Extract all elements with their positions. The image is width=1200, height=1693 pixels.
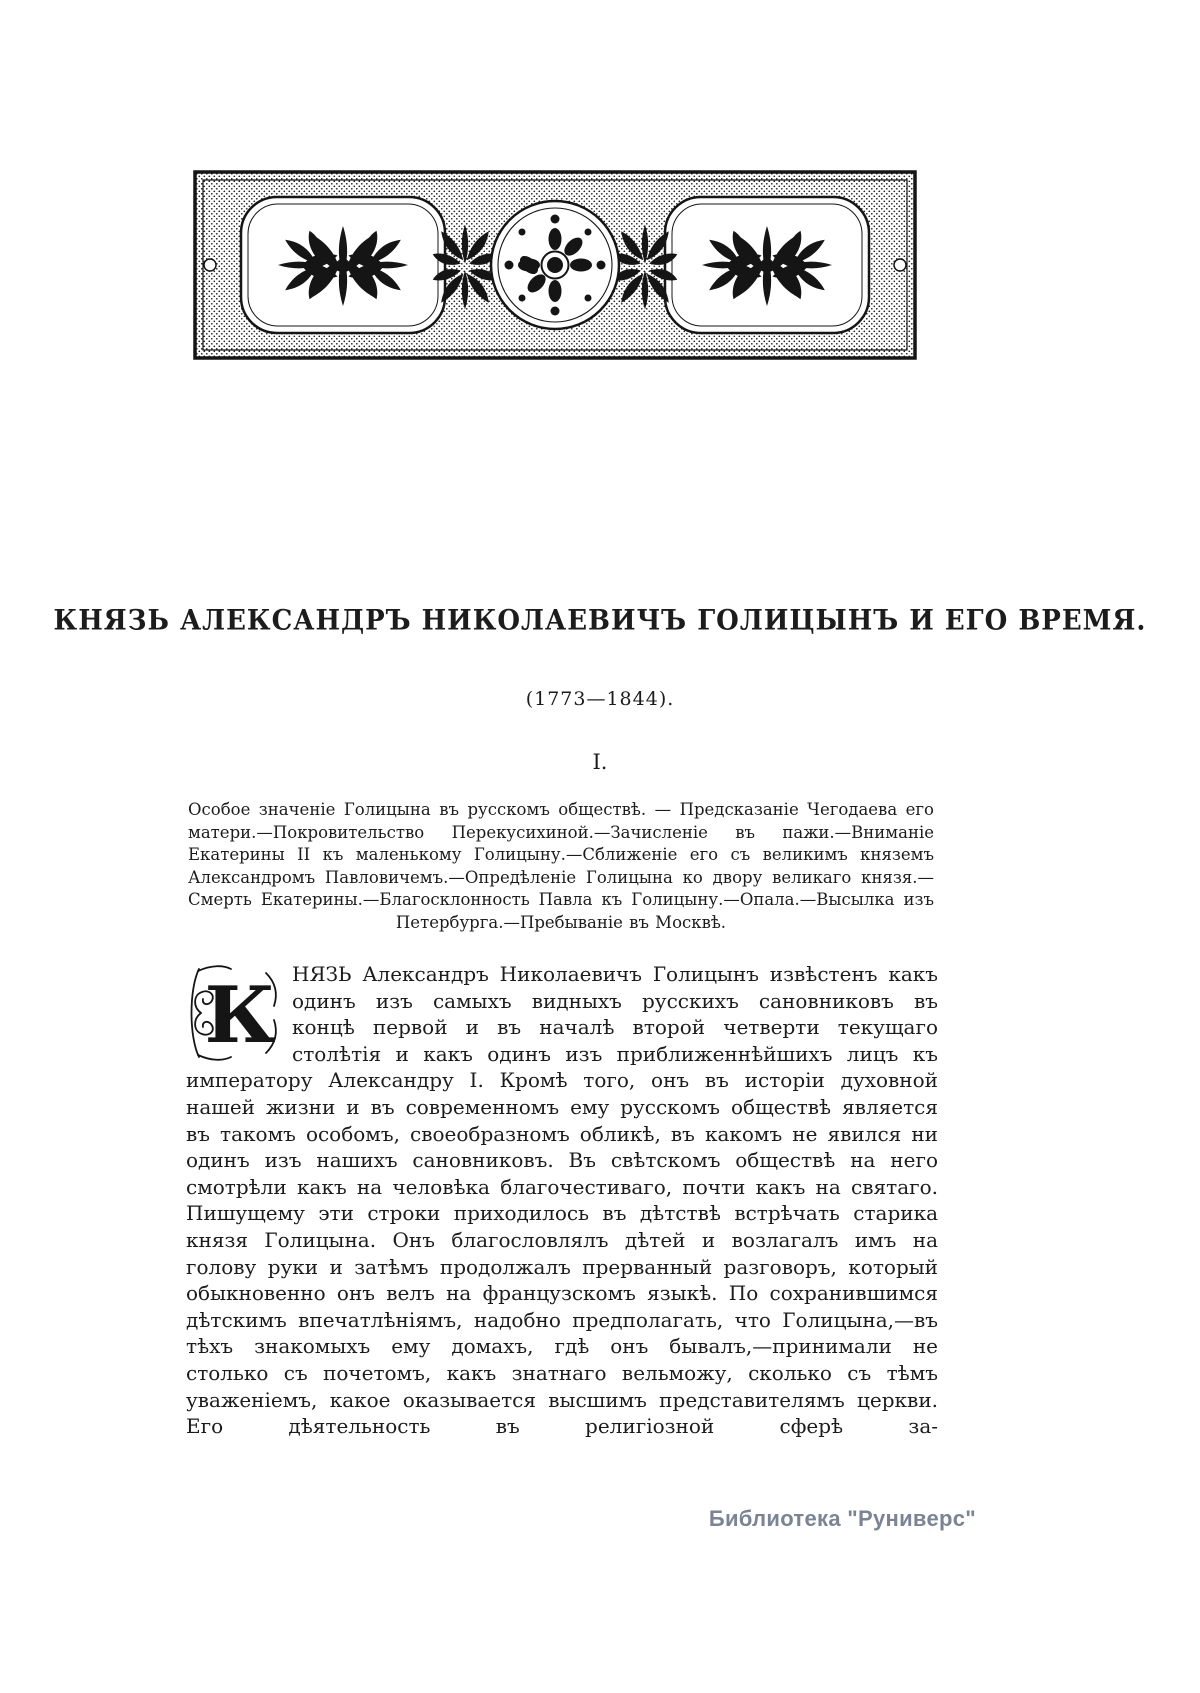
- page-title: КНЯЗЬ АЛЕКСАНДРЪ НИКОЛАЕВИЧЪ ГОЛИЦЫНЪ И ЕГО ВРЕМЯ.: [53, 604, 1147, 638]
- life-dates: (1773—1844).: [525, 688, 675, 710]
- body-text: НЯЗЬ Александръ Николаевичъ Голицынъ извѣстенъ какъ одинъ изъ самыхъ видныхъ русскихъ сановниковъ въ концѣ первой и въ началѣ второй четверти текущаго столѣтія и какъ одинъ изъ приближеннѣйшихъ лицъ къ императору Александру I. Кромѣ того, онъ въ исторіи духовной нашей жизни и въ современномъ ему русскомъ обществѣ является въ такомъ особомъ, своеобразномъ обликѣ, въ какомъ не явился ни одинъ изъ нашихъ сановниковъ. Въ свѣтскомъ обществѣ на него смотрѣли какъ на человѣка благочестиваго, почти какъ на святаго. Пишущему эти строки приходилось въ дѣтствѣ встрѣчать старика князя Голицына. Онъ благословлялъ дѣтей и возлагалъ имъ на голову руки и затѣмъ продолжалъ прерванный разговоръ, который обыкновенно онъ велъ на французскомъ языкѣ. По сохранившимся дѣтскимъ впечатлѣніямъ, надобно предполагать, что Голицына,—въ тѣхъ знакомыхъ ему домахъ, гдѣ онъ бывалъ,—принимали не столько съ почетомъ, какъ знатнаго вельможу, сколько съ тѣмъ уваженіемъ, какое оказывается высшимъ представителямъ церкви. Его дѣятельность въ религіозной сферѣ за-: [186, 962, 938, 1439]
- drop-cap-letter: К: [204, 970, 276, 1061]
- drop-cap-initial: [186, 963, 282, 1063]
- floral-headpiece-ornament: [193, 170, 917, 360]
- section-number: I.: [592, 750, 608, 774]
- chapter-summary: Особое значеніе Голицына въ русскомъ обществѣ. — Предсказаніе Чегодаева его матери.—Покровительство Перекусихиной.—Зачисленіе въ пажи.—Вниманіе Екатерины II къ маленькому Голицыну.—Сближеніе его съ великимъ княземъ Александромъ Павловичемъ.—Опредѣленіе Голицына ко двору великаго князя.— Смерть Екатерины.—Благосклонность Павла къ Голицыну.—Опала.—Высылка изъ Петербурга.—Пребываніе въ Москвѣ.: [188, 800, 934, 932]
- runiverse-watermark: Библиотека "Руниверс": [708, 1506, 976, 1531]
- body-paragraph: [186, 961, 938, 1440]
